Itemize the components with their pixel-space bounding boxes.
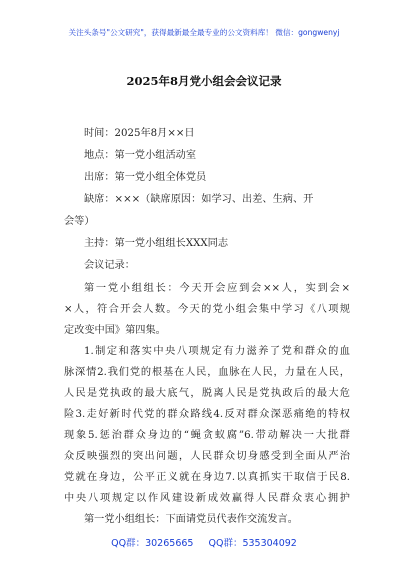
- paragraph-line: 第一党小组组长：今天开会应到会××人，实到会×: [84, 283, 350, 294]
- footer: [0, 535, 408, 549]
- meeting-attendance: 出席：第一党小组全体党员: [84, 172, 207, 183]
- footer-qq-group-2: QQ群：535304092: [208, 538, 297, 549]
- meeting-time: 时间：2025年8月××日: [84, 128, 195, 139]
- paragraph-line: 党就在身边，公平正义就在身边7.以真抓实干取信于民8.: [64, 472, 350, 483]
- paragraph-line: 1.制定和落实中央八项规定有力滋养了党和群众的血: [84, 346, 350, 357]
- paragraph-line: 现象5.惩治群众身边的“蝇贪蚁腐”6.带动解决一大批群: [64, 430, 350, 441]
- paragraph-line: 定改变中国》第四集。: [64, 325, 166, 336]
- paragraph-line: ×人，符合开会人数。今天的党小组会集中学习《八项规: [64, 304, 350, 315]
- meeting-recorder: 会议记录：: [84, 260, 135, 271]
- meeting-absent: 缺席：×××（缺席原因：如学习、出差、生病、开: [84, 194, 314, 205]
- footer-qq-group-1: QQ群：30265665: [111, 538, 194, 549]
- document-title: 2025年8月党小组会会议记录: [126, 74, 282, 88]
- paragraph-line: 险3.走好新时代党的群众路线4.反对群众深恶痛绝的特权: [64, 409, 350, 420]
- meeting-host: 主持：第一党小组组长XXX同志: [84, 238, 229, 249]
- meeting-absent-cont: 会等）: [64, 216, 95, 227]
- paragraph-line: 第一党小组组长：下面请党员代表作交流发言。: [84, 514, 298, 525]
- paragraph-line: 脉深情2.我们党的根基在人民，血脉在人民，力量在人民，: [64, 367, 350, 378]
- paragraph-line: 人民是党执政的最大底气，脱离人民是党执政后的最大危: [64, 388, 350, 399]
- paragraph-line: 众反映强烈的突出问题，人民群众切身感受到全面从严治: [64, 451, 350, 462]
- header-banner: 关注头条号"公文研究"，获得最新最全最专业的公文资料库！ 微信：gongwenyj: [68, 28, 340, 37]
- paragraph-line: 中央八项规定以作风建设新成效赢得人民群众衷心拥护: [64, 493, 350, 504]
- meeting-place: 地点：第一党小组活动室: [84, 150, 197, 161]
